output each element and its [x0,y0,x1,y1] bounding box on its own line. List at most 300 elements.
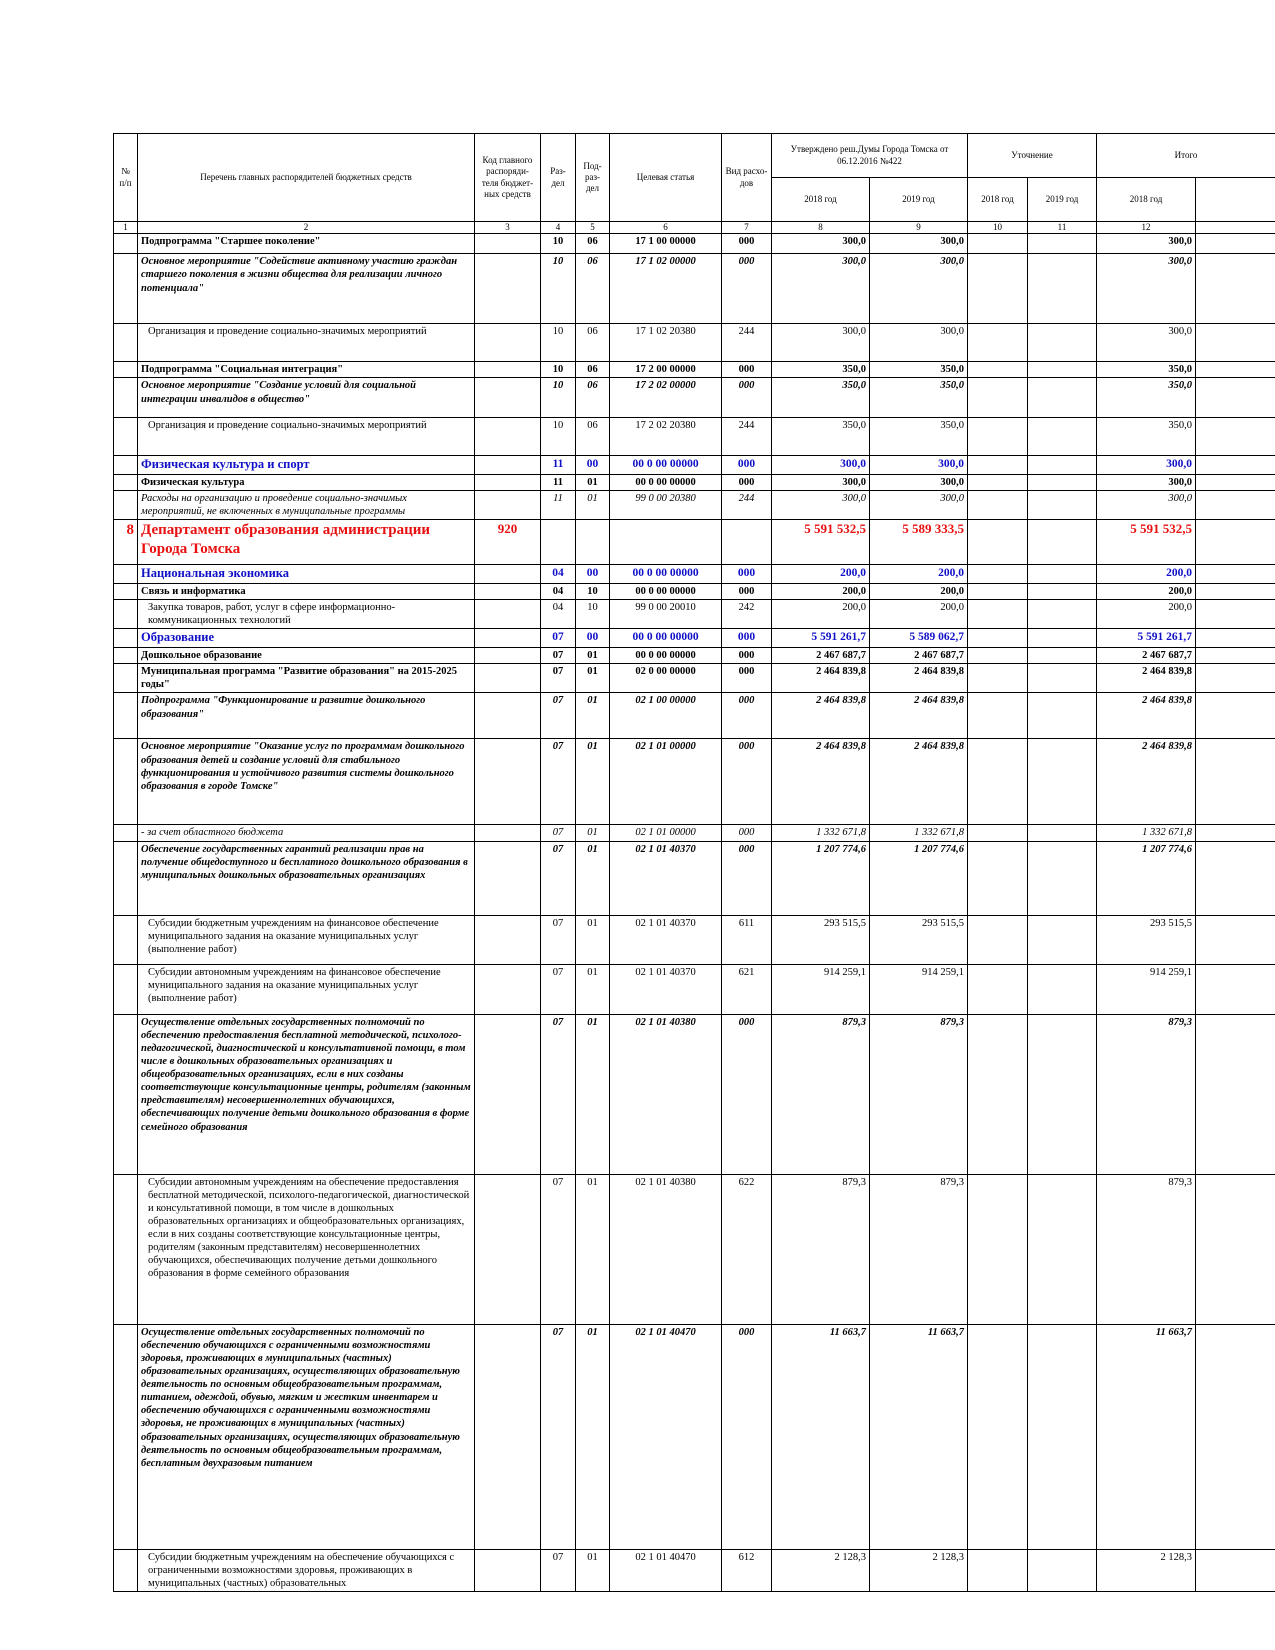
row-clarify-2019 [1028,693,1097,739]
colnum: 10 [968,222,1028,234]
row-num [114,234,138,254]
row-code [475,600,541,629]
row-vid: 000 [722,1014,772,1174]
budget-table [113,133,1275,1592]
row-approved-2018: 2 128,3 [772,1549,870,1591]
row-num [114,1174,138,1324]
table-row [114,456,1275,475]
row-razdel: 07 [541,629,576,648]
row-article: 02 1 01 40380 [610,1014,722,1174]
row-num [114,629,138,648]
row-approved-2018: 2 464 839,8 [772,739,870,825]
row-article: 02 1 01 40370 [610,915,722,964]
row-approved-2018: 1 207 774,6 [772,841,870,915]
row-article: 02 1 01 40370 [610,964,722,1014]
header-num: № п/п [114,134,138,222]
row-code [475,491,541,520]
row-approved-2018: 200,0 [772,584,870,600]
row-total-2019 [1196,378,1275,418]
row-name: Закупка товаров, работ, услуг в сфере информационно-коммуникационных технологий [138,600,475,629]
row-article: 00 0 00 00000 [610,456,722,475]
row-clarify-2019 [1028,1324,1097,1549]
header-podrazdel: Под-раз-дел [576,134,610,222]
row-vid: 000 [722,234,772,254]
row-total-2019 [1196,629,1275,648]
table-row [114,475,1275,491]
row-approved-2019: 2 464 839,8 [870,664,968,693]
row-name: Физическая культура [138,475,475,491]
row-name: Субсидии автономным учреждениям на обеспечение предоставления бесплатной методической, психолого-педагогической, диагностической и консультативной помощи, в том числе в дошкольных образовательных организациях и общеобразовательных организациях, если в них созданы соответствующие консультационные центры, родителям (законным представителям) несовершеннолетних обучающихся, обеспечивающих получение детьми дошкольного образования в форме семейного образования [138,1174,475,1324]
row-approved-2019: 2 464 839,8 [870,739,968,825]
row-razdel: 10 [541,324,576,362]
row-razdel: 07 [541,1014,576,1174]
row-approved-2018: 11 663,7 [772,1324,870,1549]
row-razdel: 07 [541,648,576,664]
row-razdel: 07 [541,1174,576,1324]
row-article: 00 0 00 00000 [610,475,722,491]
row-code [475,825,541,841]
row-approved-2019: 350,0 [870,378,968,418]
table-row [114,324,1275,362]
row-name: Департамент образования администрации Города Томска [138,520,475,565]
row-vid: 612 [722,1549,772,1591]
row-vid: 244 [722,491,772,520]
table-row [114,1324,1275,1549]
table-body [114,234,1275,1592]
row-vid: 621 [722,964,772,1014]
row-total-2018: 350,0 [1097,418,1196,456]
row-podrazdel: 06 [576,362,610,378]
row-total-2019 [1196,491,1275,520]
row-code [475,378,541,418]
row-clarify-2018 [968,915,1028,964]
table-row [114,915,1275,964]
row-approved-2019: 879,3 [870,1174,968,1324]
row-total-2018: 300,0 [1097,491,1196,520]
row-total-2018: 5 591 532,5 [1097,520,1196,565]
row-num [114,915,138,964]
row-vid: 611 [722,915,772,964]
row-approved-2018: 350,0 [772,378,870,418]
row-podrazdel: 01 [576,1549,610,1591]
row-article: 02 1 01 40370 [610,841,722,915]
colnum: 4 [541,222,576,234]
header-total-2018: 2018 год [1097,178,1196,222]
row-code [475,664,541,693]
row-razdel: 11 [541,456,576,475]
row-total-2018: 350,0 [1097,378,1196,418]
table-row [114,418,1275,456]
header-clarify-2019: 2019 год [1028,178,1097,222]
row-podrazdel: 00 [576,456,610,475]
row-clarify-2018 [968,324,1028,362]
table-row [114,664,1275,693]
row-approved-2018: 200,0 [772,565,870,584]
row-total-2019 [1196,565,1275,584]
row-clarify-2019 [1028,664,1097,693]
row-num [114,324,138,362]
row-total-2019 [1196,600,1275,629]
row-num [114,664,138,693]
table-row [114,584,1275,600]
row-podrazdel: 01 [576,693,610,739]
table-row [114,693,1275,739]
table-row [114,234,1275,254]
row-podrazdel: 10 [576,584,610,600]
row-name: Субсидии бюджетным учреждениям на обеспечение обучающихся с ограниченными возможностями здоровья, проживающих в муниципальных (частных) образовательных [138,1549,475,1591]
colnum: 8 [772,222,870,234]
row-vid: 622 [722,1174,772,1324]
row-total-2019 [1196,456,1275,475]
row-podrazdel: 06 [576,418,610,456]
row-approved-2019: 200,0 [870,584,968,600]
row-total-2018: 1 332 671,8 [1097,825,1196,841]
row-vid: 000 [722,825,772,841]
row-clarify-2019 [1028,378,1097,418]
row-razdel: 11 [541,491,576,520]
row-approved-2018: 2 467 687,7 [772,648,870,664]
row-code [475,648,541,664]
row-code [475,1014,541,1174]
row-clarify-2018 [968,1174,1028,1324]
table-row [114,739,1275,825]
row-clarify-2018 [968,234,1028,254]
row-code [475,693,541,739]
row-article: 02 1 01 40470 [610,1324,722,1549]
table-row [114,520,1275,565]
row-num [114,475,138,491]
row-total-2019 [1196,1324,1275,1549]
row-total-2018: 350,0 [1097,362,1196,378]
header-vid: Вид расхо-дов [722,134,772,222]
colnum: 6 [610,222,722,234]
header-approved-2018: 2018 год [772,178,870,222]
row-approved-2019: 200,0 [870,600,968,629]
row-name: Субсидии бюджетным учреждениям на финансовое обеспечение муниципального задания на оказание муниципальных услуг (выполнение работ) [138,915,475,964]
colnum: 12 [1097,222,1196,234]
row-approved-2018: 350,0 [772,362,870,378]
row-podrazdel: 06 [576,324,610,362]
row-clarify-2018 [968,1014,1028,1174]
row-clarify-2018 [968,520,1028,565]
row-total-2018: 914 259,1 [1097,964,1196,1014]
row-code: 920 [475,520,541,565]
row-razdel: 10 [541,234,576,254]
row-num [114,693,138,739]
row-clarify-2019 [1028,915,1097,964]
row-razdel: 10 [541,362,576,378]
row-approved-2018: 2 464 839,8 [772,693,870,739]
table-row [114,825,1275,841]
row-num [114,565,138,584]
row-clarify-2018 [968,739,1028,825]
table-row [114,565,1275,584]
row-clarify-2019 [1028,825,1097,841]
row-clarify-2018 [968,825,1028,841]
row-num [114,254,138,324]
row-code [475,584,541,600]
row-approved-2019: 1 207 774,6 [870,841,968,915]
row-clarify-2019 [1028,739,1097,825]
row-num [114,491,138,520]
row-code [475,418,541,456]
row-clarify-2019 [1028,964,1097,1014]
row-total-2018: 2 128,3 [1097,1549,1196,1591]
table-row [114,1014,1275,1174]
row-total-2019 [1196,1174,1275,1324]
row-article: 99 0 00 20380 [610,491,722,520]
row-approved-2018: 350,0 [772,418,870,456]
row-total-2019 [1196,324,1275,362]
header-clarify: Уточнение [968,134,1097,178]
row-code [475,456,541,475]
row-podrazdel: 10 [576,600,610,629]
row-clarify-2019 [1028,520,1097,565]
header-total: Итого [1097,134,1275,178]
row-clarify-2019 [1028,1174,1097,1324]
row-article: 02 1 01 00000 [610,739,722,825]
row-article [610,520,722,565]
row-razdel: 10 [541,378,576,418]
row-total-2018: 300,0 [1097,234,1196,254]
row-name: Связь и информатика [138,584,475,600]
row-code [475,324,541,362]
row-podrazdel: 01 [576,1324,610,1549]
table-row [114,491,1275,520]
row-razdel: 10 [541,418,576,456]
row-total-2019 [1196,841,1275,915]
row-approved-2018: 200,0 [772,600,870,629]
row-total-2018: 1 207 774,6 [1097,841,1196,915]
row-podrazdel: 01 [576,491,610,520]
row-approved-2019: 2 467 687,7 [870,648,968,664]
row-code [475,841,541,915]
row-num [114,825,138,841]
row-code [475,739,541,825]
row-name: Подпрограмма "Социальная интеграция" [138,362,475,378]
row-clarify-2019 [1028,629,1097,648]
row-approved-2018: 293 515,5 [772,915,870,964]
row-article: 02 1 01 00000 [610,825,722,841]
row-approved-2019: 293 515,5 [870,915,968,964]
row-clarify-2019 [1028,1549,1097,1591]
row-razdel: 07 [541,915,576,964]
row-article: 00 0 00 00000 [610,565,722,584]
row-vid: 244 [722,418,772,456]
row-podrazdel: 01 [576,739,610,825]
row-article: 17 2 02 20380 [610,418,722,456]
row-clarify-2019 [1028,234,1097,254]
colnum [1196,222,1275,234]
row-approved-2018: 2 464 839,8 [772,664,870,693]
row-razdel: 11 [541,475,576,491]
row-code [475,234,541,254]
row-total-2018: 879,3 [1097,1014,1196,1174]
row-name: Осуществление отдельных государственных полномочий по обеспечению обучающихся с ограниченными возможностями здоровья, проживающих в муниципальных (частных) образовательных организациях, осуществляющих образовательную деятельность по основным общеобразовательным программам, питанием, одеждой, обувью, мягким и жестким инвентарем и обеспечению обучающихся с ограниченными возможностями здоровья, не проживающих в муниципальных (частных) образовательных организациях, осуществляющих образовательную деятельность по основным общеобразовательным программам, бесплатным двухразовым питанием [138,1324,475,1549]
row-article: 02 1 00 00000 [610,693,722,739]
row-podrazdel: 01 [576,648,610,664]
row-total-2019 [1196,584,1275,600]
row-total-2019 [1196,648,1275,664]
row-code [475,362,541,378]
row-clarify-2018 [968,584,1028,600]
colnum: 11 [1028,222,1097,234]
row-clarify-2019 [1028,362,1097,378]
row-total-2018: 200,0 [1097,584,1196,600]
row-total-2018: 2 464 839,8 [1097,693,1196,739]
row-total-2018: 300,0 [1097,456,1196,475]
row-clarify-2018 [968,254,1028,324]
row-clarify-2018 [968,629,1028,648]
row-podrazdel: 06 [576,234,610,254]
row-clarify-2018 [968,693,1028,739]
row-article: 02 1 01 40380 [610,1174,722,1324]
row-total-2018: 2 464 839,8 [1097,664,1196,693]
row-approved-2018: 1 332 671,8 [772,825,870,841]
header-approved-2019: 2019 год [870,178,968,222]
row-razdel: 07 [541,825,576,841]
row-podrazdel: 01 [576,664,610,693]
row-approved-2019: 350,0 [870,362,968,378]
row-podrazdel: 00 [576,629,610,648]
row-name: Расходы на организацию и проведение социально-значимых мероприятий, не включенных в муниципальные программы [138,491,475,520]
colnum: 2 [138,222,475,234]
row-total-2019 [1196,418,1275,456]
row-num [114,362,138,378]
row-clarify-2018 [968,664,1028,693]
row-approved-2019: 879,3 [870,1014,968,1174]
colnum: 9 [870,222,968,234]
row-total-2019 [1196,1014,1275,1174]
row-code [475,565,541,584]
row-name: Подпрограмма "Функционирование и развитие дошкольного образования" [138,693,475,739]
row-total-2018: 300,0 [1097,324,1196,362]
table-row [114,629,1275,648]
row-razdel: 07 [541,739,576,825]
row-num [114,739,138,825]
row-approved-2018: 5 591 532,5 [772,520,870,565]
row-name: Обеспечение государственных гарантий реализации прав на получение общедоступного и бесплатного дошкольного образования в муниципальных дошкольных образовательных организациях [138,841,475,915]
row-total-2018: 293 515,5 [1097,915,1196,964]
table-row [114,1549,1275,1591]
row-podrazdel: 01 [576,964,610,1014]
row-clarify-2018 [968,378,1028,418]
row-total-2019 [1196,664,1275,693]
row-num [114,1014,138,1174]
row-vid: 000 [722,1324,772,1549]
row-approved-2018: 300,0 [772,456,870,475]
row-total-2018: 2 467 687,7 [1097,648,1196,664]
row-article: 17 1 02 20380 [610,324,722,362]
row-clarify-2019 [1028,565,1097,584]
row-clarify-2018 [968,565,1028,584]
row-approved-2019: 300,0 [870,456,968,475]
row-code [475,915,541,964]
row-clarify-2019 [1028,584,1097,600]
row-clarify-2018 [968,456,1028,475]
row-approved-2018: 300,0 [772,475,870,491]
row-total-2018: 11 663,7 [1097,1324,1196,1549]
row-clarify-2018 [968,475,1028,491]
row-num: 8 [114,520,138,565]
row-approved-2019: 300,0 [870,491,968,520]
row-num [114,648,138,664]
row-num [114,378,138,418]
row-name: - за счет областного бюджета [138,825,475,841]
row-podrazdel [576,520,610,565]
row-approved-2018: 5 591 261,7 [772,629,870,648]
row-total-2019 [1196,234,1275,254]
row-clarify-2018 [968,841,1028,915]
row-approved-2018: 300,0 [772,324,870,362]
row-podrazdel: 01 [576,915,610,964]
row-approved-2019: 300,0 [870,324,968,362]
row-razdel: 04 [541,565,576,584]
row-article: 00 0 00 00000 [610,584,722,600]
row-code [475,1549,541,1591]
row-approved-2018: 300,0 [772,254,870,324]
row-total-2019 [1196,520,1275,565]
header-code: Код главного распоряди-теля бюджет-ных средств [475,134,541,222]
row-clarify-2018 [968,648,1028,664]
header-name: Перечень главных распорядителей бюджетных средств [138,134,475,222]
row-total-2019 [1196,693,1275,739]
row-approved-2019: 200,0 [870,565,968,584]
row-approved-2019: 5 589 062,7 [870,629,968,648]
row-razdel [541,520,576,565]
row-total-2019 [1196,915,1275,964]
row-vid: 000 [722,565,772,584]
row-podrazdel: 06 [576,254,610,324]
row-podrazdel: 01 [576,841,610,915]
header-article: Целевая статья [610,134,722,222]
row-vid: 000 [722,362,772,378]
row-clarify-2019 [1028,456,1097,475]
row-approved-2019: 300,0 [870,254,968,324]
table-row [114,841,1275,915]
row-clarify-2019 [1028,418,1097,456]
row-vid: 000 [722,254,772,324]
header-total-2019 [1196,178,1275,222]
row-total-2019 [1196,964,1275,1014]
row-total-2018: 2 464 839,8 [1097,739,1196,825]
row-vid: 000 [722,664,772,693]
row-total-2018: 5 591 261,7 [1097,629,1196,648]
row-article: 02 1 01 40470 [610,1549,722,1591]
row-clarify-2018 [968,1324,1028,1549]
colnum: 5 [576,222,610,234]
row-clarify-2018 [968,964,1028,1014]
header-razdel: Раз-дел [541,134,576,222]
row-clarify-2019 [1028,475,1097,491]
row-approved-2019: 300,0 [870,234,968,254]
row-article: 17 2 00 00000 [610,362,722,378]
row-podrazdel: 01 [576,1174,610,1324]
row-code [475,475,541,491]
row-podrazdel: 01 [576,1014,610,1174]
row-num [114,456,138,475]
row-name: Основное мероприятие "Создание условий для социальной интеграции инвалидов в общество" [138,378,475,418]
row-approved-2019: 914 259,1 [870,964,968,1014]
row-vid: 242 [722,600,772,629]
row-clarify-2019 [1028,1014,1097,1174]
row-approved-2019: 300,0 [870,475,968,491]
table-row [114,600,1275,629]
row-name: Образование [138,629,475,648]
header-clarify-2018: 2018 год [968,178,1028,222]
row-clarify-2018 [968,1549,1028,1591]
row-total-2019 [1196,825,1275,841]
